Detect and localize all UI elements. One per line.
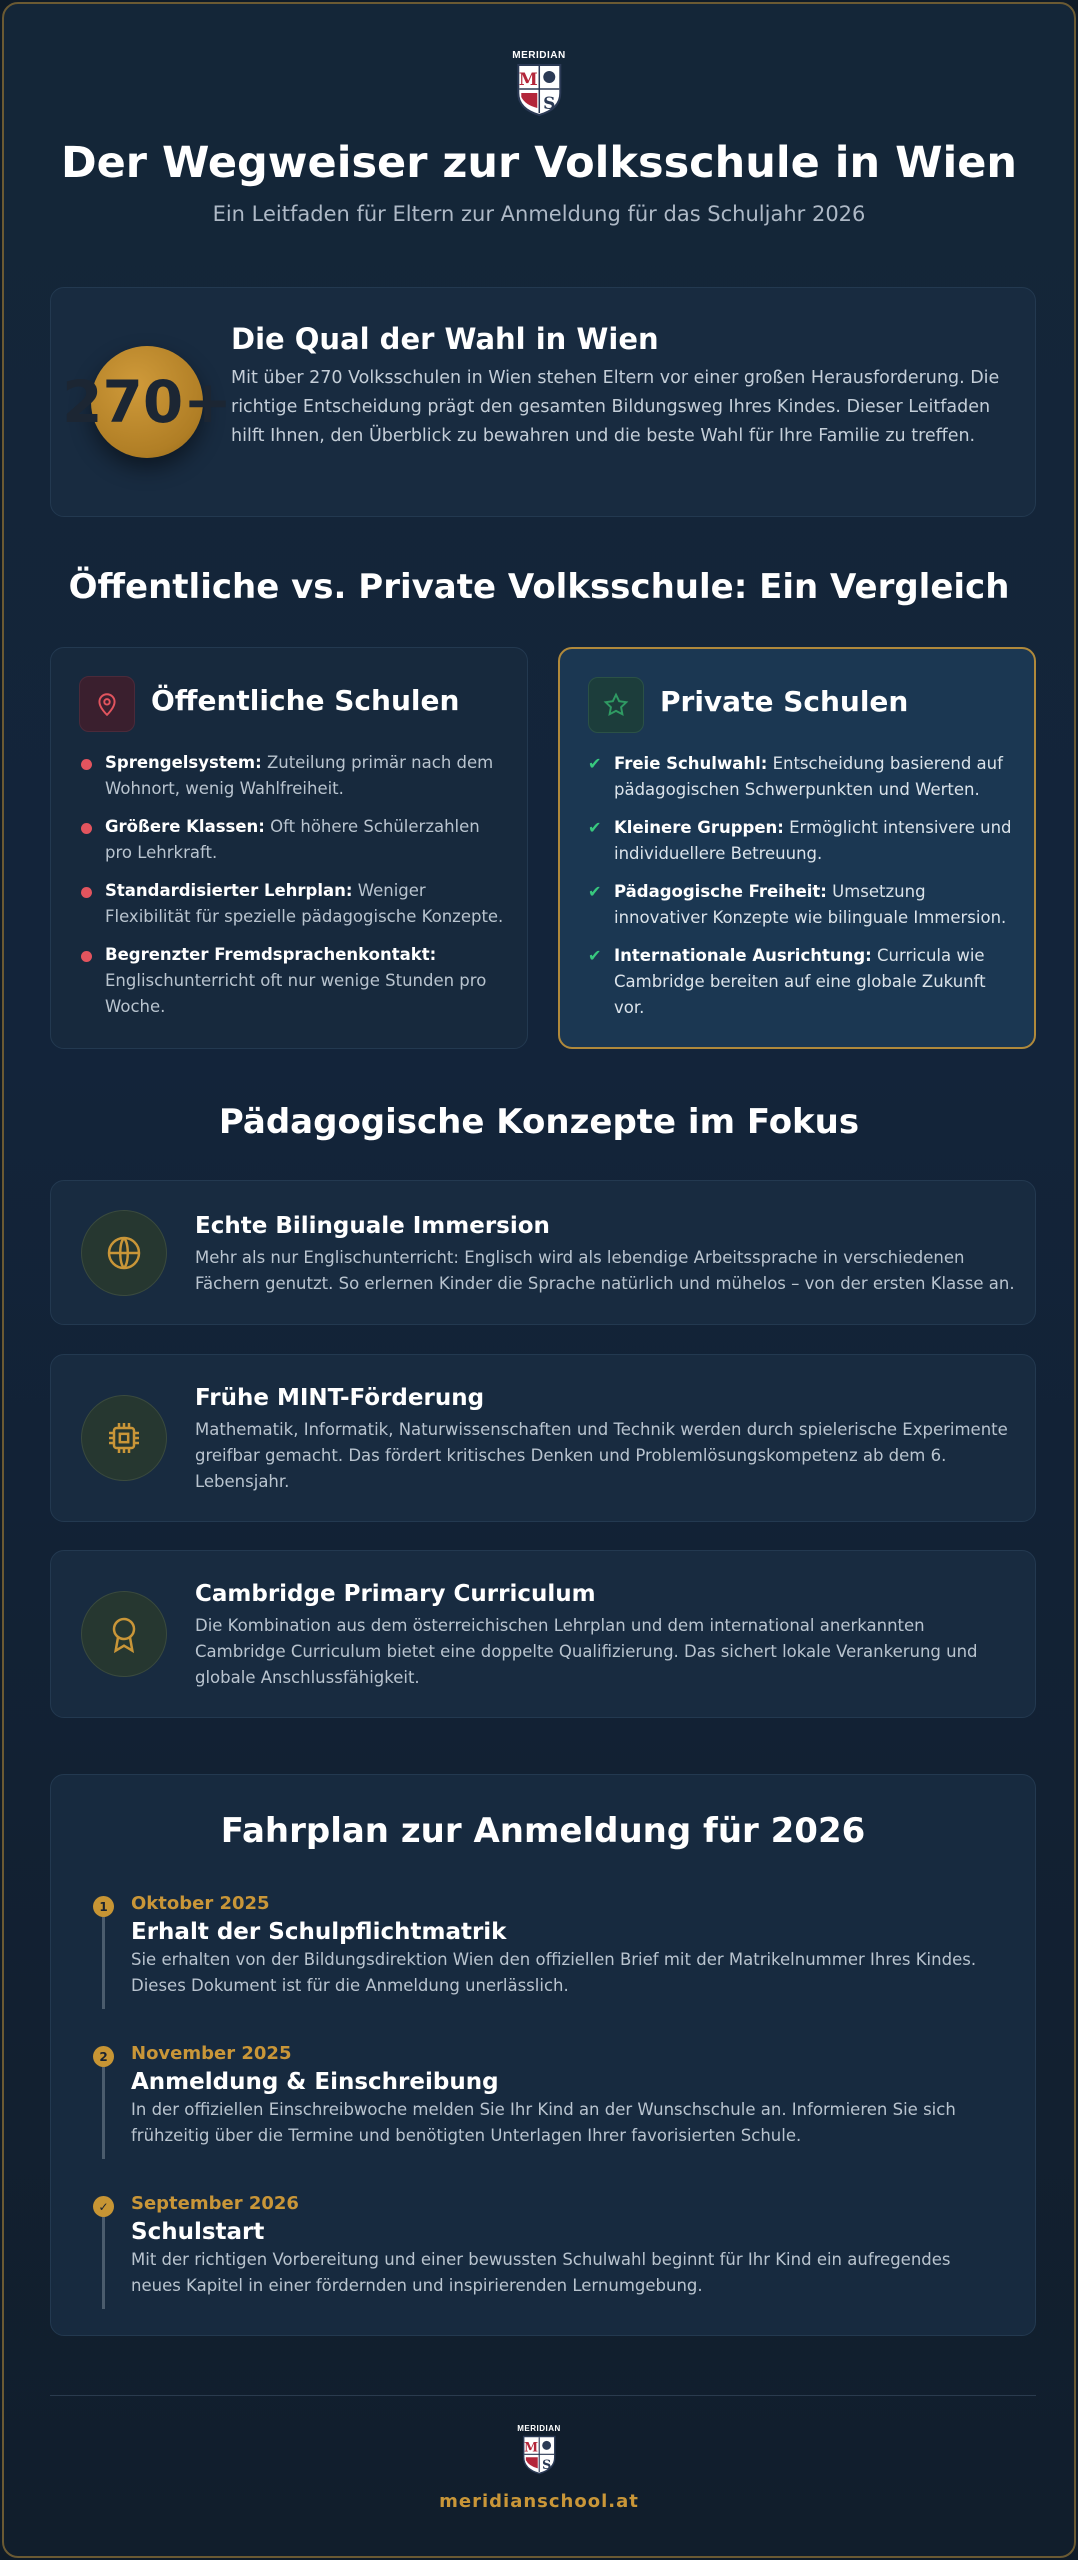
item-text: Weniger Flexibilität für spezielle pädagogische Konzepte. [105,881,504,926]
step-text: In der offiziellen Einschreibwoche melden Sie Ihr Kind an der Wunschschule an. Informieren Sie sich frühzeitig über die Termine und benötigten Unterlagen Ihrer favorisierten Schule. [131,2100,956,2145]
roadmap-title: Fahrplan zur Anmeldung für 2026 [220,1811,866,1851]
item-label: Internationale Ausrichtung: [614,946,872,965]
crest-icon [515,63,563,117]
concepts-title: Pädagogische Konzepte im Fokus [218,1102,860,1142]
item-text: Englischunterricht oft nur wenige Stunden pro Woche. [105,971,487,1016]
item-label: Sprengelsystem: [105,753,262,772]
item-label: Freie Schulwahl: [614,754,768,773]
intro-card [50,287,1036,517]
concept-heading: Frühe MINT-Förderung [195,1385,485,1411]
page-title: Der Wegweiser zur Volksschule in Wien [60,138,1018,188]
concept-heading: Cambridge Primary Curriculum [195,1581,596,1607]
footer-brand-name: MERIDIAN [517,2424,561,2433]
logo-brand-name: MERIDIAN [512,50,566,61]
step-date: September 2026 [131,2193,299,2214]
step-marker: 2 [93,2046,114,2067]
step-date: Oktober 2025 [131,1893,270,1914]
concept-text: Mathematik, Informatik, Naturwissenschaften und Technik werden durch spielerische Experimente greifbar gemacht. Das fördert kritisches Denken und Problemlösungskompetenz ab dem 6. Lebensjahr. [195,1420,1008,1491]
public-heading: Öffentliche Schulen [151,684,460,717]
item-text: Zuteilung primär nach dem Wohnort, wenig Wahlfreiheit. [105,753,494,798]
comparison-title: Öffentliche vs. Private Volksschule: Ein Vergleich [68,567,1010,607]
step-marker: 1 [93,1896,114,1917]
item-text: Umsetzung innovativer Konzepte wie bilinguale Immersion. [614,882,1007,927]
school-logo [512,50,565,117]
list-item [588,879,1018,931]
step-text: Mit der richtigen Vorbereitung und einer bewussten Schulwahl beginnt für Ihr Kind ein aufregendes neues Kapitel in einer fördernden und inspirierenden Lernumgebung. [131,2250,951,2295]
public-schools-card [50,647,528,1049]
check-icon: ✔ [588,754,602,773]
list-item [588,943,1018,1021]
private-schools-card [558,647,1036,1049]
page-frame [2,2,1076,2558]
bullet-dot [81,951,92,962]
item-text: Ermöglicht intensivere und individuellere Betreuung. [614,818,1012,863]
step-title: Schulstart [131,2219,265,2245]
footer-crest-letter-s: S [541,2457,551,2473]
concept-card [50,1550,1036,1718]
bullet-dot [81,887,92,898]
timeline-line [102,1907,105,2009]
concept-text: Mehr als nur Englischunterricht: Englisch wird als lebendige Arbeitssprache in verschiedenen Fächern genutzt. So erlernen Kinder die Sprache natürlich und mühelos – von der ersten Klasse an. [195,1248,1015,1293]
step-date: November 2025 [131,2043,292,2064]
item-label: Pädagogische Freiheit: [614,882,827,901]
footer-website-link[interactable]: meridianschool.at [439,2491,639,2512]
concept-heading: Echte Bilinguale Immersion [195,1213,550,1239]
chip-icon [81,1395,167,1481]
intro-text: Mit über 270 Volksschulen in Wien stehen Eltern vor einer großen Herausforderung. Die richtige Entscheidung prägt den gesamten Bildungsweg Ihres Kindes. Dieser Leitfaden hilft Ihnen, den Überblick zu bewahren und die beste Wahl für Ihre Familie zu treffen. [231,368,1000,446]
roadmap-card [50,1774,1036,2336]
private-list [588,751,1018,1033]
list-item [79,878,509,930]
concept-text: Die Kombination aus dem österreichischen Lehrplan und dem international anerkannten Cambridge Curriculum bietet eine doppelte Qualifizierung. Das sichert lokale Verankerung und globale Anschlussfähigkeit. [195,1616,978,1687]
footer-divider [50,2395,1036,2396]
list-item [588,815,1018,867]
concept-card [50,1354,1036,1522]
footer-crest-letter-m: M [523,2439,538,2455]
step-title: Anmeldung & Einschreibung [131,2069,499,2095]
globe-icon [81,1210,167,1296]
check-icon: ✔ [588,882,602,901]
intro-heading: Die Qual der Wahl in Wien [231,322,659,356]
check-icon: ✔ [588,946,602,965]
item-text: Curricula wie Cambridge bereiten auf eine globale Zukunft vor. [614,946,986,1017]
count-badge-text: 270+ [62,368,232,436]
item-label: Begrenzter Fremdsprachenkontakt: [105,945,437,964]
list-item [79,750,509,802]
crest-letter-m: M [518,70,538,90]
timeline-line [102,2207,105,2309]
item-text: Entscheidung basierend auf pädagogischen Schwerpunkten und Werten. [614,754,1003,799]
item-label: Kleinere Gruppen: [614,818,784,837]
item-label: Größere Klassen: [105,817,265,836]
list-item [79,942,509,1020]
footer-logo [517,2424,561,2475]
star-icon [588,677,644,733]
step-title: Erhalt der Schulpflichtmatrik [131,1919,507,1945]
page-subtitle: Ein Leitfaden für Eltern zur Anmeldung für das Schuljahr 2026 [212,202,866,226]
check-icon: ✔ [588,818,602,837]
list-item [79,814,509,866]
item-label: Standardisierter Lehrplan: [105,881,353,900]
step-text: Sie erhalten von der Bildungsdirektion Wien den offiziellen Brief mit der Matrikelnummer Ihres Kindes. Dieses Dokument ist für die Anmeldung unerlässlich. [131,1950,977,1995]
map-pin-icon [79,676,135,732]
private-heading: Private Schulen [660,685,909,718]
award-icon [81,1591,167,1677]
footer-crest-icon [521,2435,557,2475]
bullet-dot [81,759,92,770]
crest-letter-s: S [542,94,556,114]
bullet-dot [81,823,92,834]
public-list [79,750,509,1032]
count-badge [62,346,232,458]
step-marker: ✓ [93,2196,114,2217]
list-item [588,751,1018,803]
concept-card [50,1180,1036,1325]
item-text: Oft höhere Schülerzahlen pro Lehrkraft. [105,817,480,862]
timeline-line [102,2057,105,2159]
